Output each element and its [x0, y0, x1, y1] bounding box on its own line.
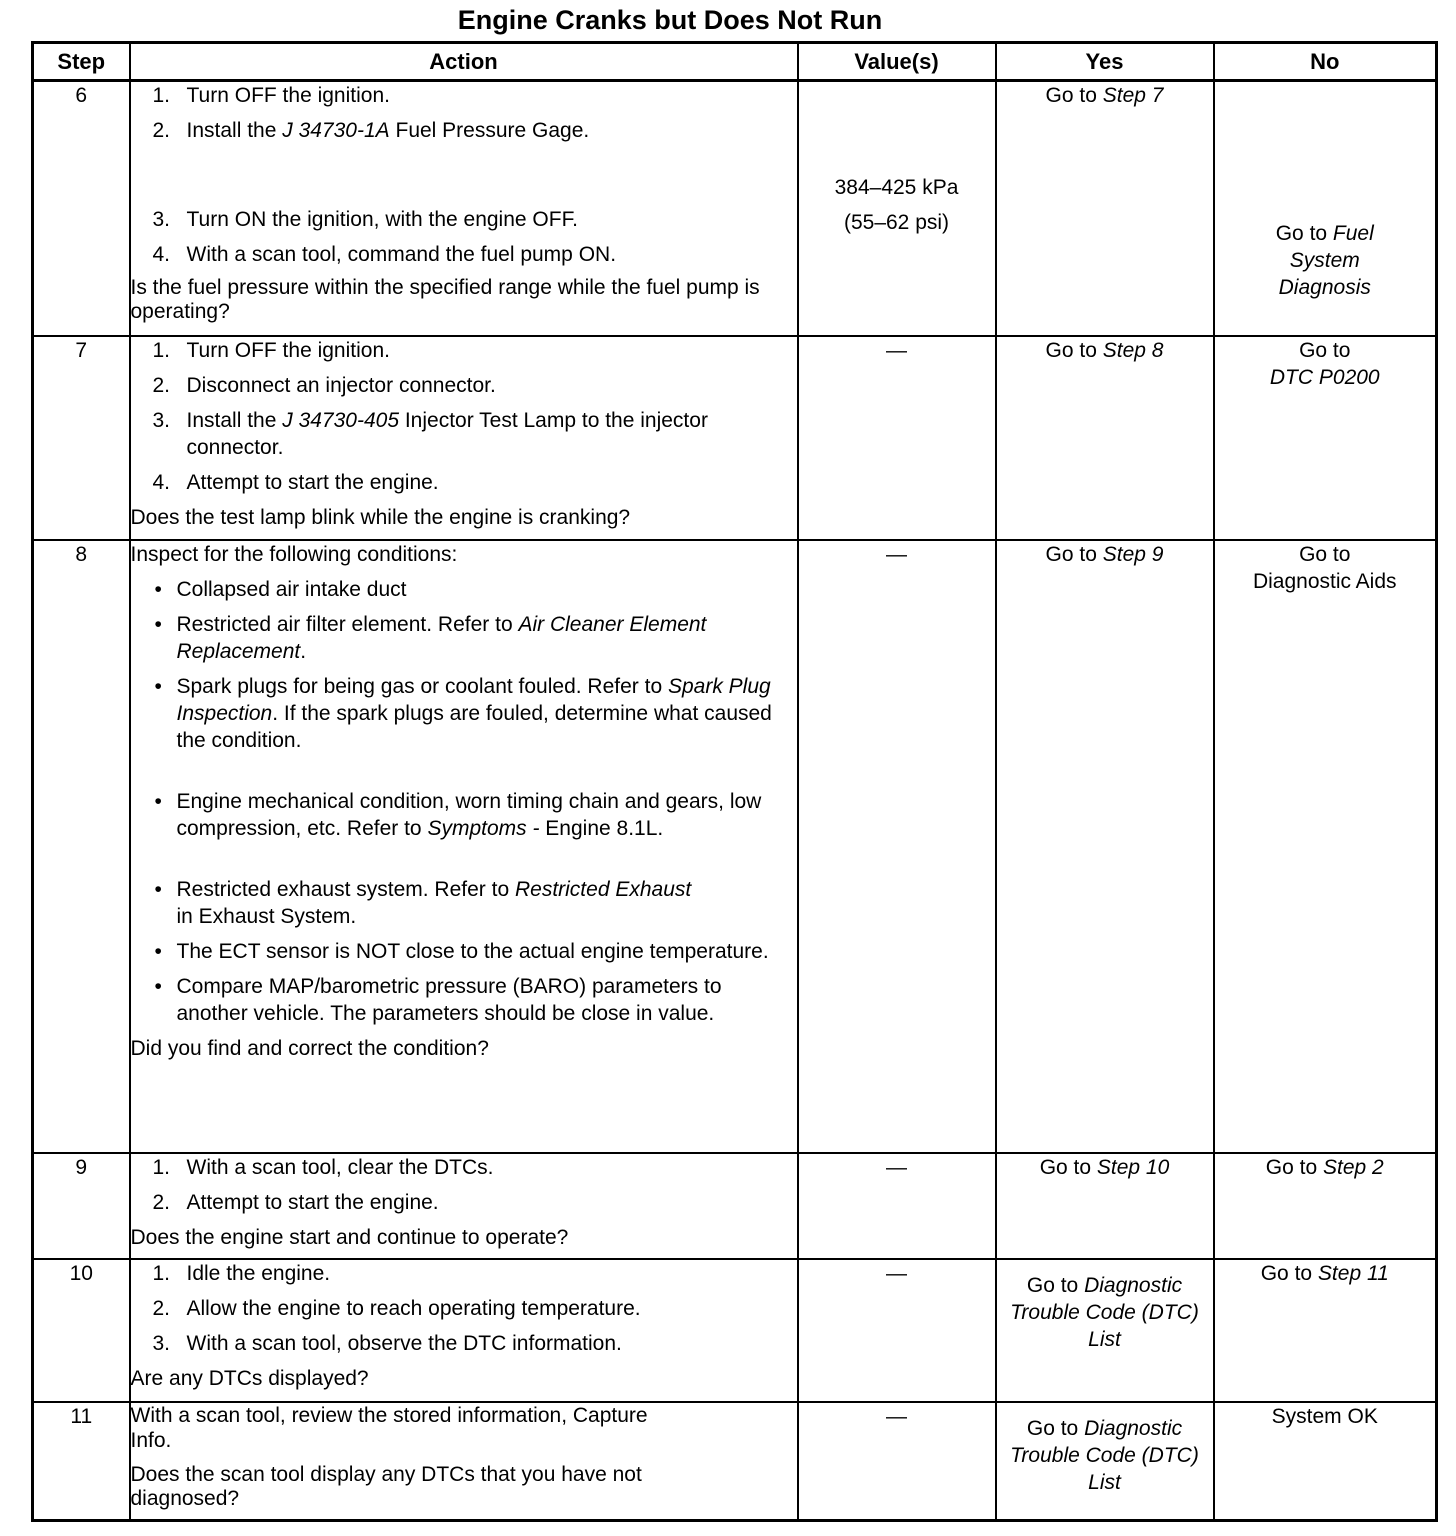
yes-cell: Go to Step 10	[996, 1153, 1214, 1259]
list-item: • Collapsed air intake duct	[154, 577, 407, 601]
list-item: 3. Install the J 34730-405 Injector Test Lamp to the injector connector.	[152, 408, 708, 459]
question-text: Does the scan tool display any DTCs that you have not diagnosed?	[130, 1462, 642, 1510]
yes-cell: Go to Diagnostic Trouble Code (DTC) List	[996, 1259, 1214, 1402]
action-cell	[130, 540, 798, 1153]
action-cell	[130, 1153, 798, 1259]
value-cell: —	[798, 1153, 996, 1259]
question-text: Are any DTCs displayed?	[130, 1366, 369, 1390]
intro-text: Inspect for the following conditions:	[130, 542, 458, 566]
yes-cell: Go to Step 7	[996, 81, 1214, 336]
no-cell: Go to Step 2	[1214, 1153, 1437, 1259]
list-item: 1. Idle the engine.	[152, 1261, 331, 1285]
list-item: 2. Allow the engine to reach operating temperature.	[152, 1296, 641, 1320]
table-row	[33, 81, 1437, 336]
step-number: 8	[33, 540, 130, 1153]
intro-text: With a scan tool, review the stored information, Capture Info.	[130, 1403, 648, 1452]
no-cell: Go to Fuel System Diagnosis	[1214, 81, 1437, 336]
step-number: 6	[33, 81, 130, 336]
value-cell: —	[798, 1259, 996, 1402]
list-item: 2. Attempt to start the engine.	[152, 1190, 439, 1214]
header-step: Step	[33, 43, 130, 81]
question-text: Does the test lamp blink while the engine is cranking?	[130, 505, 631, 529]
header-values: Value(s)	[798, 43, 996, 81]
list-item: 1. Turn OFF the ignition.	[152, 338, 390, 362]
diagnostic-table	[31, 41, 1438, 1522]
step-number: 7	[33, 336, 130, 540]
no-cell: Go to Step 11	[1214, 1259, 1437, 1402]
list-item: 2. Disconnect an injector connector.	[152, 373, 496, 397]
question-text: Did you find and correct the condition?	[130, 1036, 489, 1060]
table-row	[33, 336, 1437, 540]
step-number: 9	[33, 1153, 130, 1259]
list-item: 1. Turn OFF the ignition.	[152, 84, 390, 107]
list-item: 4. With a scan tool, command the fuel pump ON.	[152, 243, 617, 266]
header-action: Action	[130, 43, 798, 81]
value-cell: —	[798, 336, 996, 540]
action-cell	[130, 81, 798, 336]
list-item: • The ECT sensor is NOT close to the actual engine temperature.	[154, 939, 769, 963]
table-row	[33, 1259, 1437, 1402]
header-no: No	[1214, 43, 1437, 81]
yes-cell: Go to Step 8	[996, 336, 1214, 540]
list-item: • Restricted exhaust system. Refer to Restricted Exhaust in Exhaust System.	[154, 877, 692, 928]
list-item: 3. With a scan tool, observe the DTC information.	[152, 1331, 622, 1355]
table-row	[33, 540, 1437, 1153]
value-cell: —	[798, 540, 996, 1153]
question-text: Is the fuel pressure within the specified range while the fuel pump is operating?	[130, 276, 760, 323]
no-cell: Go to Diagnostic Aids	[1214, 540, 1437, 1153]
value-cell: 384–425 kPa (55–62 psi)	[798, 81, 996, 336]
table-row	[33, 1402, 1437, 1521]
list-item: 4. Attempt to start the engine.	[152, 470, 439, 494]
list-item: • Spark plugs for being gas or coolant fouled. Refer to Spark Plug Inspection. If the spark plugs are fouled, determine what caused the condition.	[154, 674, 772, 752]
list-item: • Engine mechanical condition, worn timing chain and gears, low compression, etc. Refer to Symptoms - Engine 8.1L.	[154, 789, 762, 840]
action-cell	[130, 1259, 798, 1402]
action-cell	[130, 1402, 798, 1521]
action-cell	[130, 336, 798, 540]
step-number: 10	[33, 1259, 130, 1402]
list-item: • Compare MAP/barometric pressure (BARO) parameters to another vehicle. The parameters should be close in value.	[154, 974, 722, 1025]
table-header-row	[33, 43, 1437, 81]
list-item: 3. Turn ON the ignition, with the engine OFF.	[152, 208, 578, 231]
value-cell: —	[798, 1402, 996, 1521]
page-title: Engine Cranks but Does Not Run	[457, 5, 883, 35]
no-cell: System OK	[1214, 1402, 1437, 1521]
yes-cell: Go to Step 9	[996, 540, 1214, 1153]
no-cell: Go to DTC P0200	[1214, 336, 1437, 540]
list-item: • Restricted air filter element. Refer to Air Cleaner Element Replacement.	[154, 612, 707, 663]
table-row	[33, 1153, 1437, 1259]
question-text: Does the engine start and continue to operate?	[130, 1225, 569, 1249]
yes-cell: Go to Diagnostic Trouble Code (DTC) List	[996, 1402, 1214, 1521]
header-yes: Yes	[996, 43, 1214, 81]
list-item: 2. Install the J 34730-1A Fuel Pressure Gage.	[152, 119, 590, 142]
list-item: 1. With a scan tool, clear the DTCs.	[152, 1155, 494, 1179]
step-number: 11	[33, 1402, 130, 1521]
